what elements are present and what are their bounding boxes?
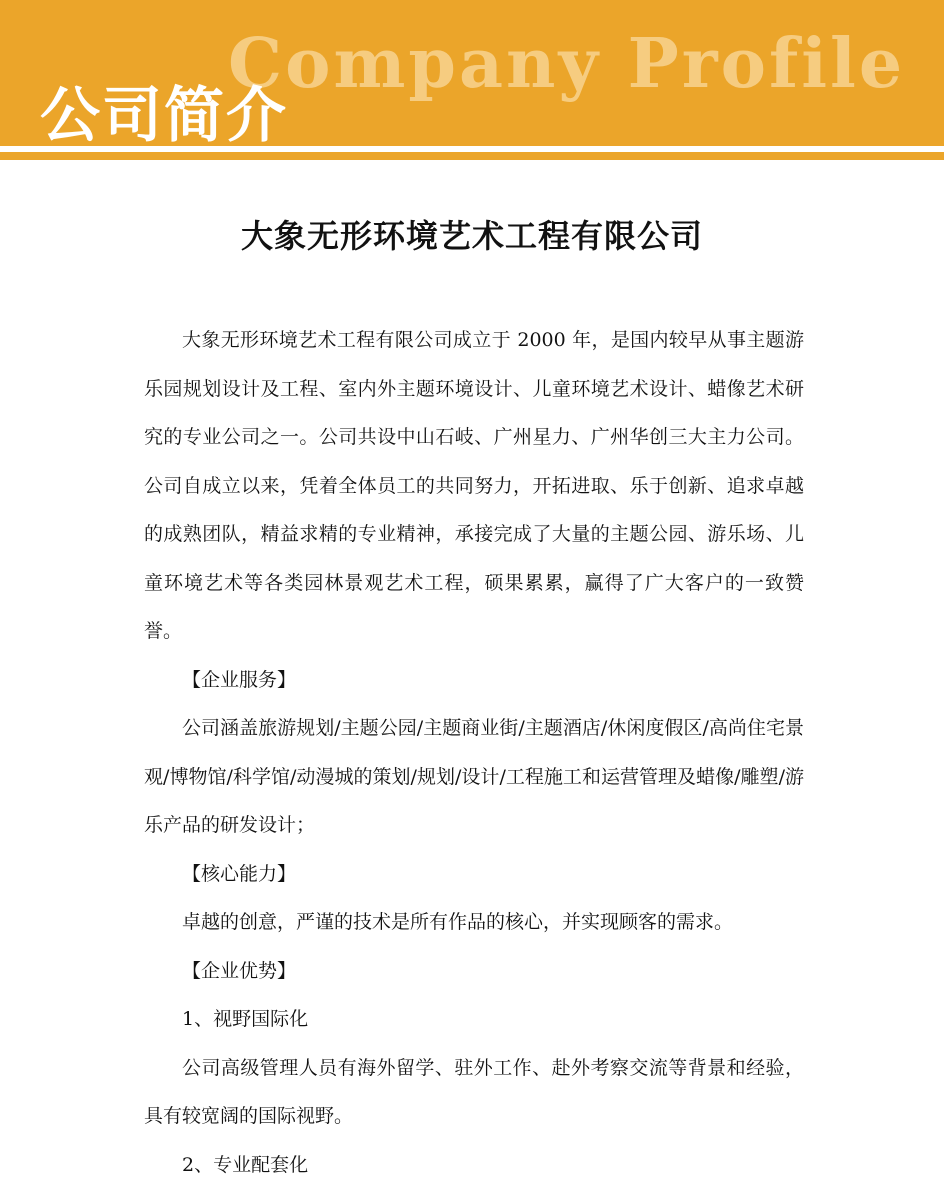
advantage-2-heading: 2、专业配套化 (182, 1153, 309, 1176)
services-heading: 【企业服务】 (182, 668, 297, 691)
company-name-title: 大象无形环境艺术工程有限公司 (240, 217, 703, 255)
core-ability-heading: 【核心能力】 (182, 862, 297, 885)
advantage-1-paragraph: 公司高级管理人员有海外留学、驻外工作、赴外考察交流等背景和经验， 具有较宽阔的国际视野。 (144, 1056, 804, 1127)
document-body (144, 316, 804, 1189)
intro-paragraph: 大象无形环境艺术工程有限公司成立于 2000 年，是国内较早从事主题游乐园规划设计及工程、室内外主题环境设计、儿童环境艺术设计、蜡像艺术研究的专业公司之一。公司共设中山石岐、广州星力、广州华创三大主力公司。公司自成立以来，凭着全体员工的共同努力，开拓进取、乐于创新、追求卓越的成熟团队，精益求精的专业精神，承接完成了大量的主题公园、游乐场、儿童环境艺术等各类园林景观艺术工程，硕果累累，赢得了广大客户的一致赞誉。 (144, 329, 804, 642)
header-banner (0, 0, 944, 146)
core-ability-paragraph: 卓越的创意，严谨的技术是所有作品的核心，并实现顾客的需求。 (182, 911, 734, 933)
banner-english-title: Company Profile (228, 24, 906, 104)
advantage-1-heading: 1、视野国际化 (182, 1008, 309, 1030)
advantages-heading: 【企业优势】 (182, 959, 297, 982)
banner-divider-gold (0, 152, 944, 160)
banner-chinese-title: 公司简介 (40, 81, 288, 146)
services-paragraph: 公司涵盖旅游规划/主题公园/主题商业街/主题酒店/休闲度假区/高尚住宅景观/博物馆/科学馆/动漫城的策划/规划/设计/工程施工和运营管理及蜡像/雕塑/游乐产品的研发设计； (144, 717, 804, 836)
